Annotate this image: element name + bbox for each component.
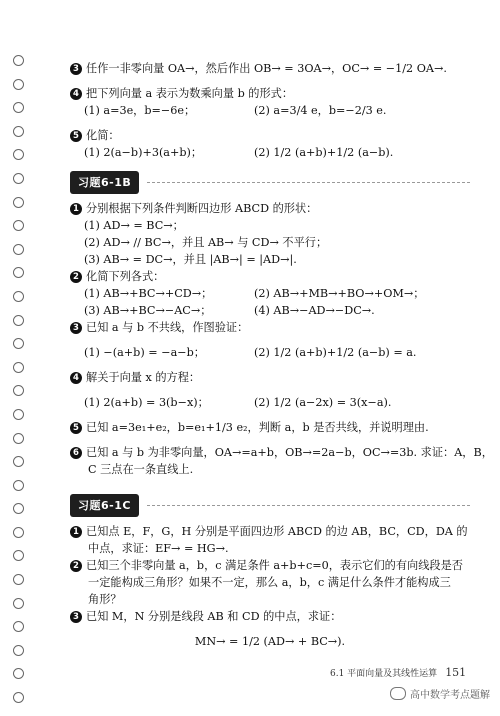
section-c-title: 习题6-1C xyxy=(70,494,139,517)
exercise-c2-cont2: 角形？ xyxy=(88,593,122,606)
section-b-title: 习题6-1B xyxy=(70,171,139,194)
exercise-b3-parts: (1) −(a+b) = −a−b； (2) 1/2 (a+b)+1/2 (a−b) = a. xyxy=(84,346,417,359)
exercise-b4: 4 解关于向量 x 的方程： xyxy=(70,369,470,386)
exercise-b6-cont: C 三点在一条直线上. xyxy=(88,463,194,476)
exercise-b4-parts: (1) 2(a+b) = 3(b−x)； (2) 1/2 (a−2x) = 3(x−a). xyxy=(84,396,392,409)
page-footer xyxy=(330,666,466,679)
footer-section: 6.1 平面向量及其线性运算 xyxy=(330,669,438,679)
exercise-b3: 3 已知 a 与 b 不共线，作图验证： xyxy=(70,319,470,336)
exercise-b1-part2: (2) AD→ // BC→，并且 AB→ 与 CD→ 不平行； xyxy=(84,236,328,249)
exercise-c2-cont: 一定能构成三角形？如果不一定，那么 a，b，c 满足什么条件才能构成三 xyxy=(88,576,451,589)
exercise-b5: 5 已知 a=3e₁+e₂，b=e₁+1/3 e₂，判断 a，b 是否共线，并说明理由. xyxy=(70,419,470,436)
exercise-b1-part1: (1) AD→ = BC→； xyxy=(84,219,184,232)
exercise-page xyxy=(70,60,493,650)
exercise-b1: 1 分别根据下列条件判断四边形 ABCD 的形状： xyxy=(70,200,470,217)
section-b-header xyxy=(70,171,470,194)
exercise-5-parts: (1) 2(a−b)+3(a+b)； (2) 1/2 (a+b)+1/2 (a−b). xyxy=(84,146,394,159)
exercise-4: 4 把下列向量 a 表示为数乘向量 b 的形式： xyxy=(70,85,470,102)
section-divider xyxy=(147,182,470,183)
exercise-c3: 3 已知 M，N 分别是线段 AB 和 CD 的中点，求证： xyxy=(70,608,470,625)
section-divider xyxy=(147,505,470,506)
watermark: 高中数学考点题解 xyxy=(390,686,490,701)
wechat-icon xyxy=(390,687,406,700)
exercise-c1-cont: 中点，求证：EF→ = HG→. xyxy=(88,542,229,555)
exercise-b2-row1: (1) AB→+BC→+CD→； (2) AB→+MB→+BO→+OM→； xyxy=(84,287,425,300)
exercise-5: 5 化简： xyxy=(70,127,470,144)
exercise-c2: 2 已知三个非零向量 a，b，c 满足条件 a+b+c=0，表示它们的有向线段是否 xyxy=(70,557,470,574)
exercise-c3-formula: MN→ = 1/2 (AD→ + BC→). xyxy=(194,635,346,648)
section-c-header xyxy=(70,494,470,517)
exercise-3: 3 任作一非零向量 OA→，然后作出 OB→ = 3OA→，OC→ = −1/2 OA→. xyxy=(70,60,470,77)
binder-holes xyxy=(10,55,30,716)
exercise-c1: 1 已知点 E，F，G，H 分别是平面四边形 ABCD 的边 AB，BC，CD，DA 的 xyxy=(70,523,470,540)
exercise-b6: 6 已知 a 与 b 为非零向量，OA→=a+b，OB→=2a−b，OC→=3b. 求证：A，B， xyxy=(70,444,470,461)
exercise-b2-row2: (3) AB→+BC→−AC→； (4) AB→−AD→−DC→. xyxy=(84,304,375,317)
exercise-b1-part3: (3) AB→ = DC→，并且 |AB→| = |AD→|. xyxy=(84,253,297,266)
page-number: 151 xyxy=(445,666,467,679)
exercise-4-parts: (1) a=3e，b=−6e； (2) a=3/4 e，b=−2/3 e. xyxy=(84,104,387,117)
exercise-b2: 2 化简下列各式： xyxy=(70,268,470,285)
